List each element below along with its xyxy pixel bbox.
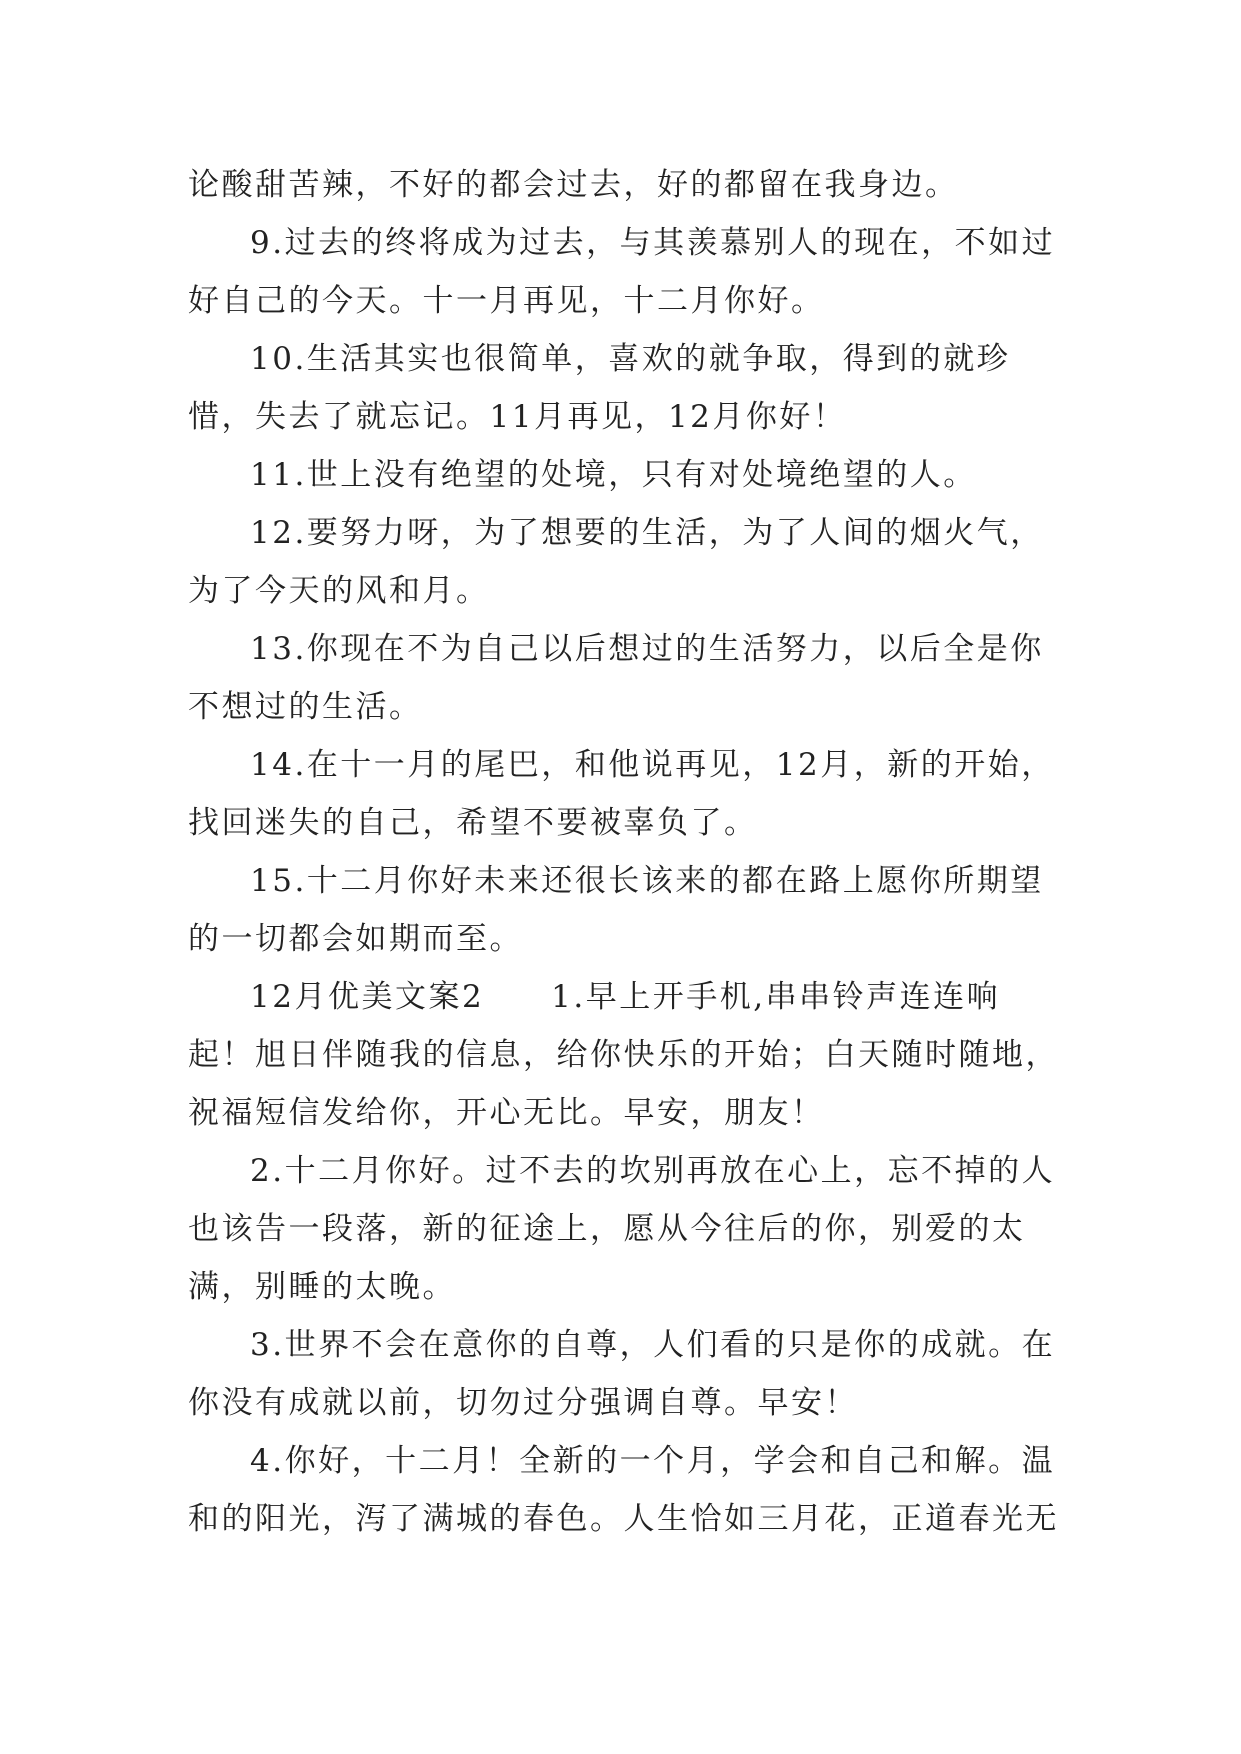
paragraph-item-12: 12.要努力呀，为了想要的生活，为了人间的烟火气，为了今天的风和月。 [188,515,1044,609]
document-body [188,156,1063,1548]
section-2-item-4: 4.你好，十二月！全新的一个月，学会和自己和解。温和的阳光，泻了满城的春色。人生恰如三月花，正道春光无 [188,1443,1059,1537]
paragraph-item-10: 10.生活其实也很简单，喜欢的就争取，得到的就珍惜，失去了就忘记。11月再见，12月你好！ [188,341,1011,435]
paragraph-item-9: 9.过去的终将成为过去，与其羡慕别人的现在，不如过好自己的今天。十一月再见，十二月你好。 [188,225,1056,319]
paragraph-item-11: 11.世上没有绝望的处境，只有对处境绝望的人。 [250,457,977,493]
section-2-item-1: 12月优美文案2 1.早上开手机,串串铃声连连响起！旭日伴随我的信息，给你快乐的开始；白天随时随地，祝福短信发给你，开心无比。早安，朋友！ [188,979,1059,1131]
paragraph-item-14: 14.在十一月的尾巴，和他说再见，12月，新的开始，找回迷失的自己，希望不要被辜负了。 [188,747,1055,841]
paragraph-item-15: 15.十二月你好未来还很长该来的都在路上愿你所期望的一切都会如期而至。 [188,863,1044,957]
paragraph-continued: 论酸甜苦辣，不好的都会过去，好的都留在我身边。 [188,167,959,203]
section-2-item-2: 2.十二月你好。过不去的坎别再放在心上，忘不掉的人也该告一段落，新的征途上，愿从今往后的你，别爱的太满，别睡的太晚。 [188,1153,1056,1305]
paragraph-item-13: 13.你现在不为自己以后想过的生活努力，以后全是你不想过的生活。 [188,631,1044,725]
section-2-item-3: 3.世界不会在意你的自尊，人们看的只是你的成就。在你没有成就以前，切勿过分强调自尊。早安！ [188,1327,1056,1421]
